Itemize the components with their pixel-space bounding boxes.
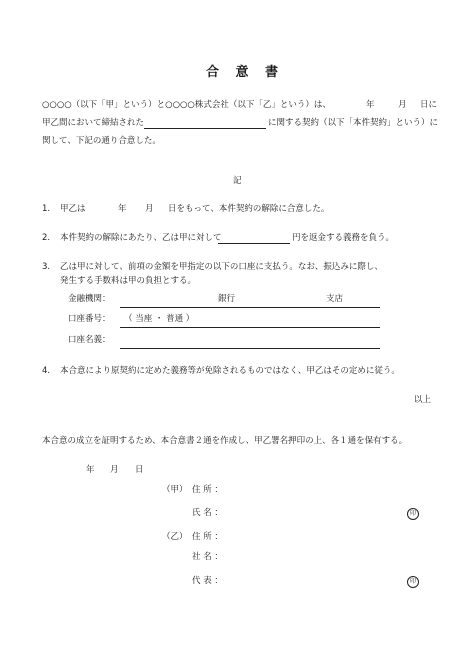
item-2-text-a: 本件契約の解除にあたり、乙は甲に対して: [60, 233, 222, 243]
date-month: 月: [110, 465, 119, 475]
party-a-address-label: 住 所 ：: [192, 485, 223, 495]
intro-day: 日に: [420, 100, 438, 110]
bank-label: 金融機関：: [68, 294, 111, 304]
document-title: 合 意 書: [206, 65, 285, 80]
party-a-tag: （甲）: [162, 485, 188, 495]
holder-label: 口座名義：: [68, 335, 111, 345]
intro-month: 月: [398, 100, 407, 110]
item-1-number: 1.: [42, 204, 51, 214]
item-4-text: 本合意により原契約に定めた義務等が免除されるものではなく、甲乙はその定めに従う。: [60, 366, 400, 376]
ki-heading: 記: [233, 176, 242, 186]
holder-line: [120, 348, 380, 349]
item-1-month: 月: [145, 204, 154, 214]
party-a-name-label: 氏 名 ：: [192, 508, 223, 518]
party-b-tag: （乙）: [162, 532, 188, 542]
item-1-text-b: 日をもって、本件契約の解除に合意した。: [168, 204, 330, 214]
party-b-rep-label: 代 表 ：: [192, 576, 223, 586]
intro-line-2b: に関する契約（以下「本件契約」という）に: [268, 118, 439, 128]
party-b-company-label: 社 名 ：: [192, 552, 223, 562]
item-1-year: 年: [118, 204, 127, 214]
closing-statement: 本合意の成立を証明するため、本合意書２通を作成し、甲乙署名押印の上、各１通を保有する。: [42, 436, 408, 446]
intro-line-2a: 甲乙間において締結された: [42, 118, 145, 128]
party-a-seal-icon: 印: [407, 508, 419, 520]
intro-line-1: ○○○○（以下「甲」という）と○○○○株式会社（以下「乙」という）は、: [42, 100, 331, 110]
account-label: 口座番号：: [68, 314, 111, 324]
intro-line-3: 関して、下記の通り合意した。: [42, 136, 161, 146]
party-b-seal-icon: 印: [407, 576, 419, 588]
party-b-address-label: 住 所 ：: [192, 532, 223, 542]
account-type: （ 当座 ・ 普通 ）: [124, 314, 195, 324]
account-line: [120, 327, 380, 328]
date-year: 年: [86, 465, 95, 475]
item-1-text-a: 甲乙は: [60, 204, 86, 214]
intro-contract-blank: [144, 128, 266, 129]
date-day: 日: [135, 465, 144, 475]
item-4-number: 4.: [42, 366, 51, 376]
bank-name-suffix: 銀行: [218, 294, 236, 304]
ijo-closing-mark: 以上: [414, 395, 432, 405]
item-2-number: 2.: [42, 233, 51, 243]
item-3-number: 3.: [42, 262, 51, 272]
bank-line: [120, 307, 380, 308]
intro-year: 年: [366, 100, 375, 110]
item-3-line-2: 発生する手数料は甲の負担とする。: [60, 276, 197, 286]
item-2-amount-blank: [218, 243, 290, 244]
bank-branch-suffix: 支店: [326, 294, 344, 304]
item-3-line-1: 乙は甲に対して、前項の金額を甲指定の以下の口座に支払う。なお、振込みに際し、: [60, 262, 383, 272]
item-2-text-b: 円を返金する義務を負う。: [292, 233, 395, 243]
